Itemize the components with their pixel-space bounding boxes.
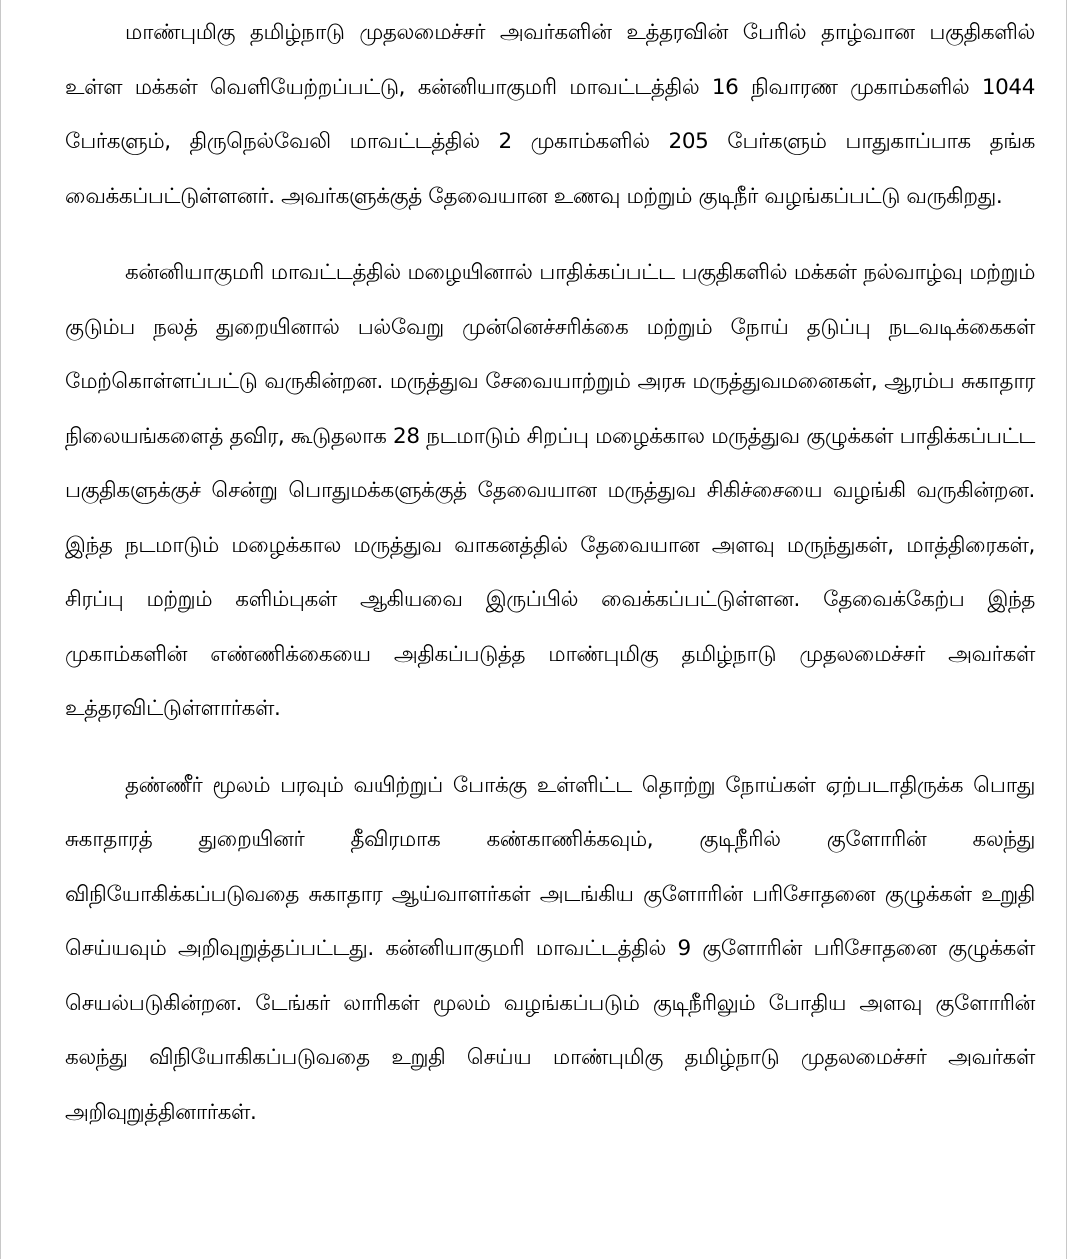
document-body bbox=[65, 6, 1035, 1140]
paragraph-relief-camps: மாண்புமிகு தமிழ்நாடு முதலமைச்சர் அவர்களின் உத்தரவின் பேரில் தாழ்வான பகுதிகளில் உள்ள மக்கள் வெளியேற்றப்பட்டு, கன்னியாகுமரி மாவட்டத்தில் 16 நிவாரண முகாம்களில் 1044 பேர்களும், திருநெல்வேலி மாவட்டத்தில் 2 முகாம்களில் 205 பேர்களும் பாதுகாப்பாக தங்க வைக்கப்பட்டுள்ளனர். அவர்களுக்குத் தேவையான உணவு மற்றும் குடிநீர் வழங்கப்பட்டு வருகிறது. bbox=[65, 20, 1035, 209]
paragraph-medical-teams: கன்னியாகுமரி மாவட்டத்தில் மழையினால் பாதிக்கப்பட்ட பகுதிகளில் மக்கள் நல்வாழ்வு மற்றும் குடும்ப நலத் துறையினால் பல்வேறு முன்னெச்சரிக்கை மற்றும் நோய் தடுப்பு நடவடிக்கைகள் மேற்கொள்ளப்பட்டு வருகின்றன. மருத்துவ சேவையாற்றும் அரசு மருத்துவமனைகள், ஆரம்ப சுகாதார நிலையங்களைத் தவிர, கூடுதலாக 28 நடமாடும் சிறப்பு மழைக்கால மருத்துவ குழுக்கள் பாதிக்கப்பட்ட பகுதிகளுக்குச் சென்று பொதுமக்களுக்குத் தேவையான மருத்துவ சிகிச்சையை வழங்கி வருகின்றன. இந்த நடமாடும் மழைக்கால மருத்துவ வாகனத்தில் தேவையான அளவு மருந்துகள், மாத்திரைகள், சிரப்பு மற்றும் களிம்புகள் ஆகியவை இருப்பில் வைக்கப்பட்டுள்ளன. தேவைக்கேற்ப இந்த முகாம்களின் எண்ணிக்கையை அதிகப்படுத்த மாண்புமிகு தமிழ்நாடு முதலமைச்சர் அவர்கள் உத்தரவிட்டுள்ளார்கள். bbox=[65, 260, 1035, 721]
paragraph-chlorination: தண்ணீர் மூலம் பரவும் வயிற்றுப் போக்கு உள்ளிட்ட தொற்று நோய்கள் ஏற்படாதிருக்க பொது சுகாதாரத் துறையினர் தீவிரமாக கண்காணிக்கவும், குடிநீரில் குளோரின் கலந்து விநியோகிக்கப்படுவதை சுகாதார ஆய்வாளர்கள் அடங்கிய குளோரின் பரிசோதனை குழுக்கள் உறுதி செய்யவும் அறிவுறுத்தப்பட்டது. கன்னியாகுமரி மாவட்டத்தில் 9 குளோரின் பரிசோதனை குழுக்கள் செயல்படுகின்றன. டேங்கர் லாரிகள் மூலம் வழங்கப்படும் குடிநீரிலும் போதிய அளவு குளோரின் கலந்து விநியோகிகப்படுவதை உறுதி செய்ய மாண்புமிகு தமிழ்நாடு முதலமைச்சர் அவர்கள் அறிவுறுத்தினார்கள். bbox=[65, 772, 1035, 1125]
